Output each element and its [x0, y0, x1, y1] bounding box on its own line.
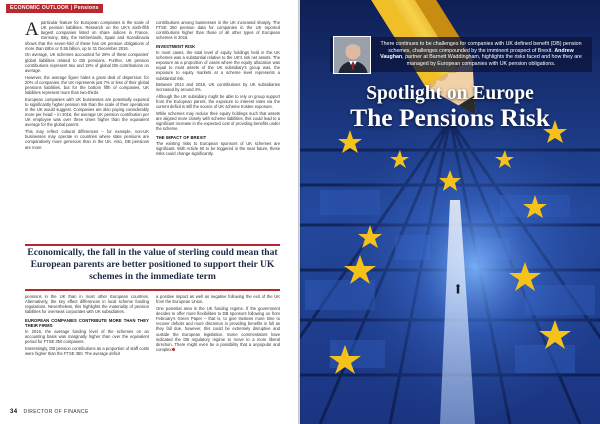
article-column-3 — [25, 294, 149, 358]
end-mark-icon — [172, 348, 175, 351]
author-name: Andrew Vaughan — [380, 47, 574, 61]
subheading: EUROPEAN COMPANIES CONTRIBUTE MORE THAN THEY THEIR FIRMS — [25, 317, 149, 328]
folio — [10, 409, 89, 415]
paragraph: a positive impact as well as negative following the exit of the UK from the European Union. — [156, 294, 280, 305]
author-photo — [333, 36, 371, 74]
paragraph: The existing risks to European sponsors of UK schemes are significant. With Article 50 to be triggered in the near future, these risks could change significantly. — [156, 140, 280, 157]
paragraph — [156, 306, 280, 352]
paragraph: However, the average figure hides a great deal of dispersion: for 20% of companies, the UK represents just 7% or less of their global pensions liabilities, but for the bottom fifth of companies, UK liabilities represent more than two-thirds. — [25, 74, 149, 96]
pull-quote: Economically, the fall in the value of sterling could mean that European parents are better positioned to support their UK schemes in the immediate term — [27, 247, 278, 282]
article-column-1 — [25, 20, 149, 151]
paragraph: In 2016, the average funding level of the schemes on an accounting basis was marginally higher than over the equivalent period for FTSE 350 companies. — [25, 328, 149, 345]
pullquote-rule-top — [25, 244, 280, 246]
paragraph: This may reflect cultural differences – for example, non-UK businesses may operate in countries where state pensions are comparatively more generous than in the UK. Also, DB pensions are more — [25, 129, 149, 150]
publication-name: DIRECTOR OF FINANCE — [23, 409, 89, 415]
page-gutter — [298, 0, 302, 424]
paragraph: On average, UK schemes accounted for 29% of these companies' global liabilities related to DB pensions. Further, UK pension contributions represent two and 19% of global DB contributions on average. — [25, 52, 149, 73]
paragraph: While schemes may reduce their equity holdings such that assets are aligned more closely with scheme liabilities, this could lead to a significant increase in the expected cost of providing benefits under the scheme. — [156, 111, 280, 132]
subheading: THE IMPACT OF BREXIT — [156, 134, 207, 140]
paragraph: Between 2014 and 2016, UK contributions by UK subsidiaries increased by around 4%. — [156, 82, 280, 93]
section-tag: ECONOMIC OUTLOOK | Pensions — [6, 4, 103, 13]
paragraph — [25, 20, 149, 51]
article-column-2 — [156, 20, 280, 158]
headline-line-1: Spotlight on Europe — [366, 83, 534, 104]
article-column-4 — [156, 294, 280, 354]
headline-line-2: The Pensions Risk — [350, 103, 550, 132]
author-photo-illustration — [334, 37, 371, 74]
page-number: 34 — [10, 409, 18, 415]
drop-cap: A — [25, 19, 39, 40]
pullquote-rule-bottom — [25, 289, 280, 291]
paragraph: Although the UK subsidiary might be able to rely on group support from the European parent, the exposure to interest rates via the current deficit is still the source of UK scheme trustee exposure. — [156, 94, 280, 110]
standfirst-text: There continues to be challenges for companies with UK defined benefit (DB) pension schemes, challenges compounded by the imminent prospect of Brexit. — [380, 41, 582, 54]
paragraph: In most cases, the total level of equity holdings held in the UK schemes was a substantial relative to the UK's risk net assets. The exposure as a proportion of cases where the equity allocation was equal to most assets of the UK subsidiary's group was, the exposure to equity markets at a scheme level represents a substantial risk. — [156, 49, 280, 81]
subheading: INVESTMENT RISK — [156, 43, 196, 49]
paragraph-text: particular feature for European companies is the scale of UK pension liabilities. Research on the UK's sixth-fifth largest companies listed on share indices in France, Germany, Italy, the Netherlands, Spain and Scandinavia shows that the seven-fold of these has UK pension obligations of more than £8bn or 0.55 billion, up to 31 December 2016. — [25, 20, 149, 51]
paragraph: Interestingly, DB pension contributions as a proportion of staff costs were higher than the FTSE 350. The average deficit — [25, 345, 149, 357]
walking-figure — [456, 284, 459, 293]
paragraph: contributions among businesses in the UK increased sharply. The FTSE 350 pension data for companies in the UK reported contributions higher than those of all other types of European schemes in 2016. — [156, 20, 280, 41]
paragraph-text: One potential area is the UK funding regime. If the government decides to offer more flexibilities to DB sponsors following on from February's Green Paper – that is, to give trustees more time to recover deficits and more discretion in providing benefits in full as they fall due, however, this could be extremely disruptive and outside the European legislation. Some commentators have indicated the DB regulatory regime to move to a more liberal direction. There might even be a possibility that a unpopular and complex — [156, 305, 280, 353]
standfirst-text-2: , partner at Barnett Waddingham, highlights the risks faced and how they are managed by European companies with UK pension obligations. — [402, 54, 582, 67]
paragraph: pensions in the UK than in most other European countries. Alternatively, the key effect differences in local scheme funding regulations. Nevertheless, this highlights the materiality of pension liabilities for overseas corporates with UK subsidiaries. — [25, 294, 149, 315]
paragraph: European companies with UK businesses are potentially exposed to significantly higher pension risk than the scale of their operations in the UK would suggest. Companies are also paying considerably more per head – in 2016, the average UK pension contribution per UK employee was over three times higher than the equivalent average for the global parent. — [25, 96, 149, 128]
